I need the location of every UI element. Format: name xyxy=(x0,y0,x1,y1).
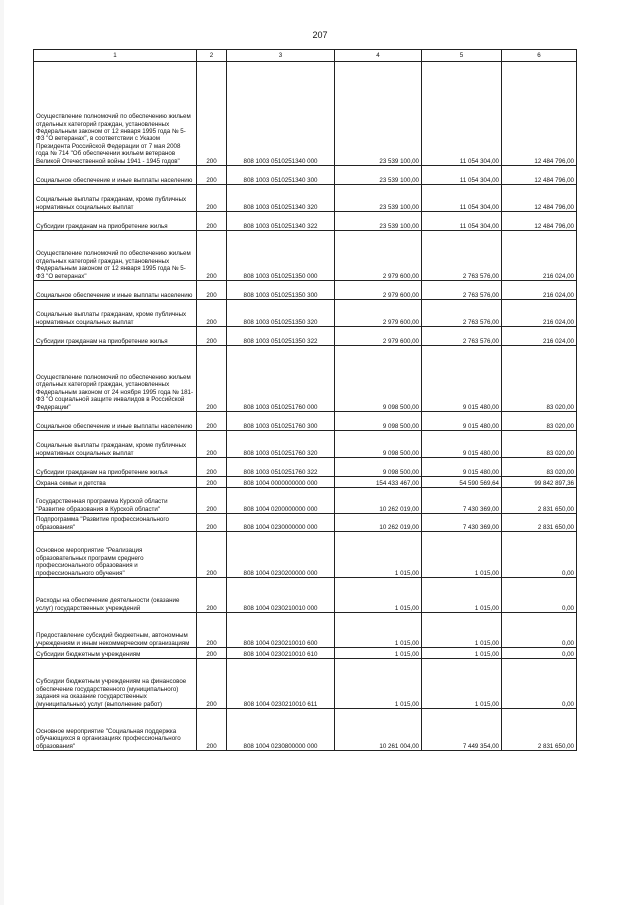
cell-v4: 2 979 600,00 xyxy=(335,281,422,300)
cell-name: Субсидии гражданам на приобретение жилья xyxy=(34,458,197,477)
cell-name: Основное мероприятие "Социальная поддержка обучающихся в организациях профессионального образования" xyxy=(34,709,197,751)
table-row xyxy=(34,412,577,431)
cell-classification: 808 1004 0230210010 611 xyxy=(227,659,335,709)
cell-v5: 1 015,00 xyxy=(422,648,502,659)
cell-v6: 12 484 796,00 xyxy=(502,212,577,231)
table-row xyxy=(34,300,577,327)
table-row xyxy=(34,346,577,412)
cell-code: 200 xyxy=(197,488,227,514)
cell-name: Социальное обеспечение и иные выплаты населению xyxy=(34,281,197,300)
cell-classification: 808 1003 0510251760 300 xyxy=(227,412,335,431)
cell-classification: 808 1003 0510251340 322 xyxy=(227,212,335,231)
cell-v5: 2 763 576,00 xyxy=(422,327,502,346)
cell-v6: 216 024,00 xyxy=(502,327,577,346)
table-row xyxy=(34,578,577,613)
cell-v6: 2 831 650,00 xyxy=(502,514,577,532)
cell-classification: 808 1004 0200000000 000 xyxy=(227,488,335,514)
cell-v4: 2 979 600,00 xyxy=(335,300,422,327)
cell-v4: 1 015,00 xyxy=(335,532,422,578)
cell-v4: 23 539 100,00 xyxy=(335,62,422,166)
table-row xyxy=(34,185,577,212)
cell-name: Основное мероприятие "Реализация образовательных программ среднего профессионального образования и профессионального обучения" xyxy=(34,532,197,578)
cell-v5: 11 054 304,00 xyxy=(422,185,502,212)
cell-v4: 23 539 100,00 xyxy=(335,212,422,231)
cell-v5: 9 015 480,00 xyxy=(422,431,502,458)
cell-name: Субсидии бюджетным учреждениям на финансовое обеспечение государственного (муниципального) задания на оказание государственных (муниципальных) услуг (выполнение работ) xyxy=(34,659,197,709)
cell-v6: 216 024,00 xyxy=(502,231,577,281)
cell-code: 200 xyxy=(197,532,227,578)
column-header: 3 xyxy=(227,50,335,62)
cell-v6: 2 831 650,00 xyxy=(502,488,577,514)
cell-v6: 2 831 650,00 xyxy=(502,709,577,751)
cell-name: Государственная программа Курской области "Развитие образования в Курской области" xyxy=(34,488,197,514)
cell-v5: 1 015,00 xyxy=(422,532,502,578)
cell-v6: 12 484 796,00 xyxy=(502,166,577,185)
cell-v5: 9 015 480,00 xyxy=(422,346,502,412)
cell-code: 200 xyxy=(197,231,227,281)
cell-name: Субсидии бюджетным учреждениям xyxy=(34,648,197,659)
cell-v5: 11 054 304,00 xyxy=(422,212,502,231)
table-row xyxy=(34,477,577,488)
cell-v5: 9 015 480,00 xyxy=(422,458,502,477)
table-row xyxy=(34,212,577,231)
table-row xyxy=(34,709,577,751)
cell-code: 200 xyxy=(197,458,227,477)
cell-code: 200 xyxy=(197,62,227,166)
cell-v4: 9 098 500,00 xyxy=(335,346,422,412)
cell-v4: 1 015,00 xyxy=(335,659,422,709)
cell-name: Социальные выплаты гражданам, кроме публичных нормативных социальных выплат xyxy=(34,300,197,327)
table-row xyxy=(34,458,577,477)
cell-v6: 83 020,00 xyxy=(502,346,577,412)
cell-classification: 808 1003 0510251350 000 xyxy=(227,231,335,281)
cell-v4: 1 015,00 xyxy=(335,578,422,613)
cell-classification: 808 1004 0230800000 000 xyxy=(227,709,335,751)
cell-classification: 808 1003 0510251340 000 xyxy=(227,62,335,166)
cell-v5: 1 015,00 xyxy=(422,613,502,648)
column-header: 2 xyxy=(197,50,227,62)
cell-v6: 83 020,00 xyxy=(502,412,577,431)
cell-classification: 808 1003 0510251350 322 xyxy=(227,327,335,346)
cell-code: 200 xyxy=(197,166,227,185)
cell-v4: 23 539 100,00 xyxy=(335,166,422,185)
cell-v6: 0,00 xyxy=(502,532,577,578)
cell-code: 200 xyxy=(197,327,227,346)
cell-name: Социальное обеспечение и иные выплаты населению xyxy=(34,412,197,431)
cell-classification: 808 1003 0510251340 300 xyxy=(227,166,335,185)
cell-classification: 808 1004 0000000000 000 xyxy=(227,477,335,488)
cell-name: Субсидии гражданам на приобретение жилья xyxy=(34,212,197,231)
table-row xyxy=(34,431,577,458)
cell-classification: 808 1004 0230000000 000 xyxy=(227,514,335,532)
cell-code: 200 xyxy=(197,281,227,300)
cell-classification: 808 1003 0510251760 320 xyxy=(227,431,335,458)
cell-v4: 10 261 004,00 xyxy=(335,709,422,751)
cell-v4: 154 433 467,00 xyxy=(335,477,422,488)
cell-v6: 0,00 xyxy=(502,648,577,659)
cell-v6: 0,00 xyxy=(502,578,577,613)
column-header: 6 xyxy=(502,50,577,62)
cell-v5: 11 054 304,00 xyxy=(422,62,502,166)
cell-name: Охрана семьи и детства xyxy=(34,477,197,488)
cell-classification: 808 1003 0510251350 300 xyxy=(227,281,335,300)
cell-name: Осуществление полномочий по обеспечению жильем отдельных категорий граждан, установленных Федеральным законом от 12 января 1995 года № 5-ФЗ "О ветеранах", в соответствии с Указом Президента Российской Федерации от 7 мая 2008 года № 714 "Об обеспечении жильем ветеранов Великой Отечественной войны 1941 - 1945 годов" xyxy=(34,62,197,166)
cell-v5: 7 430 369,00 xyxy=(422,488,502,514)
cell-v4: 9 098 500,00 xyxy=(335,458,422,477)
cell-classification: 808 1003 0510251760 322 xyxy=(227,458,335,477)
table-row xyxy=(34,62,577,166)
cell-classification: 808 1003 0510251350 320 xyxy=(227,300,335,327)
table-row xyxy=(34,613,577,648)
cell-v5: 54 590 569,64 xyxy=(422,477,502,488)
cell-v5: 9 015 480,00 xyxy=(422,412,502,431)
cell-classification: 808 1004 0230210010 000 xyxy=(227,578,335,613)
cell-classification: 808 1004 0230210010 600 xyxy=(227,613,335,648)
cell-v6: 12 484 796,00 xyxy=(502,62,577,166)
column-header: 4 xyxy=(335,50,422,62)
cell-name: Осуществление полномочий по обеспечению жильем отдельных категорий граждан, установленных Федеральным законом от 12 января 1995 года № 5-ФЗ "О ветеранах" xyxy=(34,231,197,281)
cell-v6: 99 842 897,36 xyxy=(502,477,577,488)
budget-table xyxy=(33,49,577,751)
cell-code: 200 xyxy=(197,659,227,709)
column-header: 1 xyxy=(34,50,197,62)
cell-classification: 808 1004 0230200000 000 xyxy=(227,532,335,578)
cell-name: Субсидии гражданам на приобретение жилья xyxy=(34,327,197,346)
table-row xyxy=(34,327,577,346)
cell-v4: 9 098 500,00 xyxy=(335,412,422,431)
cell-v6: 216 024,00 xyxy=(502,300,577,327)
page-number: 207 xyxy=(312,30,328,40)
cell-code: 200 xyxy=(197,514,227,532)
cell-v6: 83 020,00 xyxy=(502,431,577,458)
cell-code: 200 xyxy=(197,185,227,212)
cell-v4: 2 979 600,00 xyxy=(335,327,422,346)
cell-v5: 7 449 354,00 xyxy=(422,709,502,751)
table-row xyxy=(34,231,577,281)
cell-v6: 216 024,00 xyxy=(502,281,577,300)
table-row xyxy=(34,281,577,300)
table-row xyxy=(34,659,577,709)
cell-name: Социальные выплаты гражданам, кроме публичных нормативных социальных выплат xyxy=(34,185,197,212)
cell-v4: 1 015,00 xyxy=(335,648,422,659)
cell-code: 200 xyxy=(197,709,227,751)
cell-code: 200 xyxy=(197,477,227,488)
table-row xyxy=(34,532,577,578)
cell-v5: 1 015,00 xyxy=(422,659,502,709)
cell-classification: 808 1004 0230210010 610 xyxy=(227,648,335,659)
cell-code: 200 xyxy=(197,578,227,613)
cell-v6: 0,00 xyxy=(502,613,577,648)
table-row xyxy=(34,488,577,514)
cell-code: 200 xyxy=(197,212,227,231)
cell-name: Осуществление полномочий по обеспечению жильем отдельных категорий граждан, установленных Федеральным законом от 24 ноября 1995 года № 181-ФЗ "О социальной защите инвалидов в Российской Федерации" xyxy=(34,346,197,412)
scan-edge xyxy=(0,0,4,905)
cell-v4: 23 539 100,00 xyxy=(335,185,422,212)
table-header-row xyxy=(34,50,577,62)
cell-v5: 7 430 369,00 xyxy=(422,514,502,532)
cell-v5: 1 015,00 xyxy=(422,578,502,613)
cell-v5: 2 763 576,00 xyxy=(422,281,502,300)
cell-code: 200 xyxy=(197,613,227,648)
cell-classification: 808 1003 0510251760 000 xyxy=(227,346,335,412)
cell-code: 200 xyxy=(197,412,227,431)
cell-code: 200 xyxy=(197,346,227,412)
cell-name: Социальные выплаты гражданам, кроме публичных нормативных социальных выплат xyxy=(34,431,197,458)
cell-name: Подпрограмма "Развитие профессионального образования" xyxy=(34,514,197,532)
cell-v5: 2 763 576,00 xyxy=(422,231,502,281)
cell-v4: 1 015,00 xyxy=(335,613,422,648)
cell-name: Предоставление субсидий бюджетным, автономным учреждениям и иным некоммерческим организациям xyxy=(34,613,197,648)
cell-code: 200 xyxy=(197,648,227,659)
cell-name: Социальное обеспечение и иные выплаты населению xyxy=(34,166,197,185)
cell-v6: 0,00 xyxy=(502,659,577,709)
cell-code: 200 xyxy=(197,431,227,458)
cell-v4: 10 262 019,00 xyxy=(335,514,422,532)
cell-v6: 12 484 796,00 xyxy=(502,185,577,212)
cell-name: Расходы на обеспечение деятельности (оказание услуг) государственных учреждений xyxy=(34,578,197,613)
table-row xyxy=(34,514,577,532)
cell-v5: 11 054 304,00 xyxy=(422,166,502,185)
cell-v4: 9 098 500,00 xyxy=(335,431,422,458)
table-row xyxy=(34,648,577,659)
column-header: 5 xyxy=(422,50,502,62)
cell-v6: 83 020,00 xyxy=(502,458,577,477)
cell-code: 200 xyxy=(197,300,227,327)
cell-v4: 10 262 019,00 xyxy=(335,488,422,514)
table-row xyxy=(34,166,577,185)
cell-v5: 2 763 576,00 xyxy=(422,300,502,327)
cell-classification: 808 1003 0510251340 320 xyxy=(227,185,335,212)
cell-v4: 2 979 600,00 xyxy=(335,231,422,281)
